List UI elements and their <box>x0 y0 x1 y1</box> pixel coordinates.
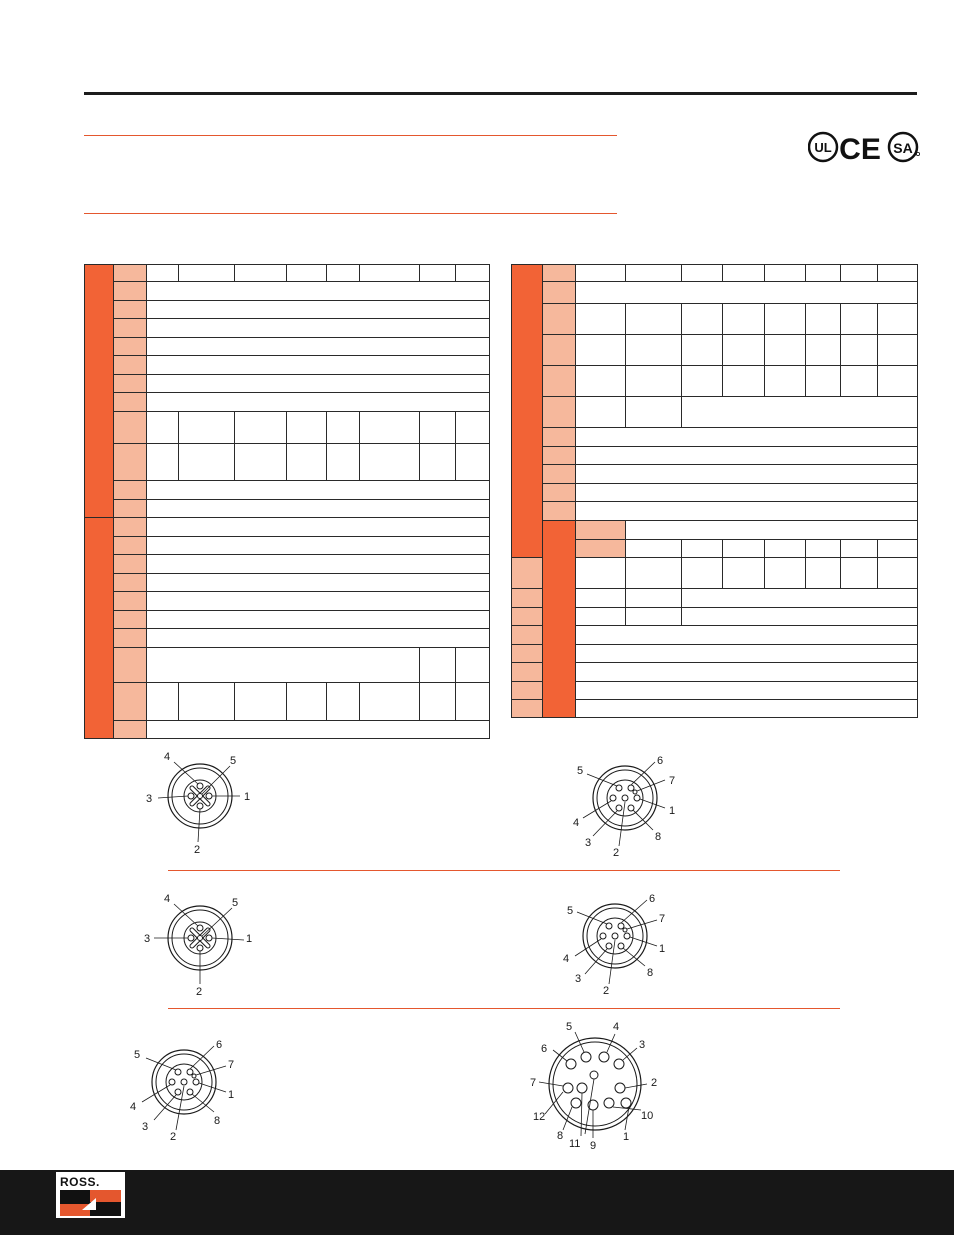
table-row <box>85 481 490 500</box>
pin-label: 5 <box>567 905 574 917</box>
pin-label: 8 <box>557 1130 564 1142</box>
pin-label: 1 <box>228 1089 235 1101</box>
title-rule-top <box>84 135 617 136</box>
connector-8pin-b <box>555 890 675 1000</box>
section-divider <box>168 870 840 871</box>
connector-4pin-a <box>140 748 260 858</box>
pin-label: 8 <box>214 1115 221 1127</box>
header-rule <box>84 92 917 95</box>
pin-label: 10 <box>641 1110 654 1122</box>
table-row <box>512 282 918 304</box>
pin-label: 3 <box>585 837 592 849</box>
connector-12pin <box>525 1018 665 1158</box>
table-row <box>85 629 490 648</box>
pin-label: 5 <box>134 1049 141 1061</box>
connector-8pin-c <box>124 1036 244 1146</box>
table-row <box>85 592 490 611</box>
table-row <box>512 397 918 428</box>
table-row <box>512 366 918 397</box>
pin-label: 1 <box>623 1131 630 1143</box>
ce-mark-icon <box>839 133 881 166</box>
pin-label: 3 <box>146 793 153 805</box>
pin-label: 7 <box>659 913 666 925</box>
pin-label: 3 <box>575 973 582 985</box>
pin-label: 1 <box>244 791 251 803</box>
pin-label: 2 <box>603 985 610 997</box>
table-row <box>85 721 490 739</box>
pin-label: 2 <box>170 1131 177 1143</box>
pin-label: 7 <box>530 1077 537 1089</box>
pin-label: 1 <box>669 805 676 817</box>
pin-label: 2 <box>194 844 201 856</box>
logo-mark <box>60 1190 121 1216</box>
pin-label: 4 <box>164 751 171 763</box>
table-row <box>85 518 490 537</box>
pin-label: 9 <box>590 1140 597 1152</box>
table-row <box>512 428 918 447</box>
pin-label: 12 <box>533 1111 546 1123</box>
connector-8pin-a <box>565 752 685 862</box>
pin-label: 7 <box>669 775 676 787</box>
table-row <box>512 521 918 540</box>
table-row <box>512 265 918 282</box>
pin-label: 4 <box>613 1021 620 1033</box>
group-band <box>543 521 576 718</box>
pin-label: 8 <box>647 967 654 979</box>
table-row <box>85 338 490 356</box>
csa-mark-icon <box>889 133 920 161</box>
table-row <box>512 465 918 484</box>
table-row <box>85 611 490 629</box>
pin-label: 2 <box>651 1077 658 1089</box>
table-row <box>85 444 490 481</box>
group-band <box>85 265 114 518</box>
table-row <box>85 537 490 555</box>
table-row <box>85 555 490 574</box>
table-row <box>85 574 490 592</box>
group-band <box>85 518 114 739</box>
table-row <box>85 282 490 301</box>
table-row <box>512 447 918 465</box>
table-row <box>85 412 490 444</box>
certification-marks <box>808 130 920 166</box>
table-row <box>85 319 490 338</box>
pin-label: 8 <box>655 831 662 843</box>
title-rule-bottom <box>84 213 617 214</box>
pin-label: 4 <box>130 1101 137 1113</box>
pin-label: 5 <box>577 765 584 777</box>
ul-listed-icon <box>809 133 837 161</box>
table-row <box>85 393 490 412</box>
pin-label: 4 <box>573 817 580 829</box>
pin-label: 2 <box>196 986 203 998</box>
table-row <box>85 648 490 683</box>
table-row <box>512 304 918 335</box>
pin-label: 11 <box>569 1138 581 1150</box>
table-row <box>85 375 490 393</box>
pin-label: 1 <box>246 933 253 945</box>
pin-label: 6 <box>541 1043 548 1055</box>
pin-label: 5 <box>566 1021 573 1033</box>
footer-bar <box>0 1170 954 1235</box>
ross-logo-icon <box>56 1172 125 1218</box>
logo-text: ROSS. <box>60 1175 100 1189</box>
pin-label: 5 <box>230 755 237 767</box>
table-row <box>85 683 490 721</box>
spec-table-left <box>84 264 490 739</box>
pin-label: 4 <box>164 893 171 905</box>
table-row <box>512 484 918 502</box>
table-row <box>85 500 490 518</box>
pin-label: 6 <box>216 1039 223 1051</box>
section-divider <box>168 1008 840 1009</box>
table-row <box>85 265 490 282</box>
pin-label: 1 <box>659 943 666 955</box>
csa-label: SA <box>893 140 913 156</box>
group-band <box>512 265 543 558</box>
ul-label: UL <box>814 140 832 155</box>
spec-table-right <box>511 264 918 718</box>
pin-label: 6 <box>657 755 664 767</box>
table-row <box>85 356 490 375</box>
pin-label: 5 <box>232 897 239 909</box>
connector-4pin-b <box>140 890 260 1000</box>
table-row <box>512 335 918 366</box>
pin-label: 2 <box>613 847 620 859</box>
table-row <box>85 301 490 319</box>
pin-label: 3 <box>639 1039 646 1051</box>
pin-label: 6 <box>649 893 656 905</box>
ce-label: CE <box>839 133 881 166</box>
pin-label: 3 <box>142 1121 149 1133</box>
pin-label: 4 <box>563 953 570 965</box>
pin-label: 3 <box>144 933 151 945</box>
pin-label: 7 <box>228 1059 235 1071</box>
table-row <box>512 502 918 521</box>
